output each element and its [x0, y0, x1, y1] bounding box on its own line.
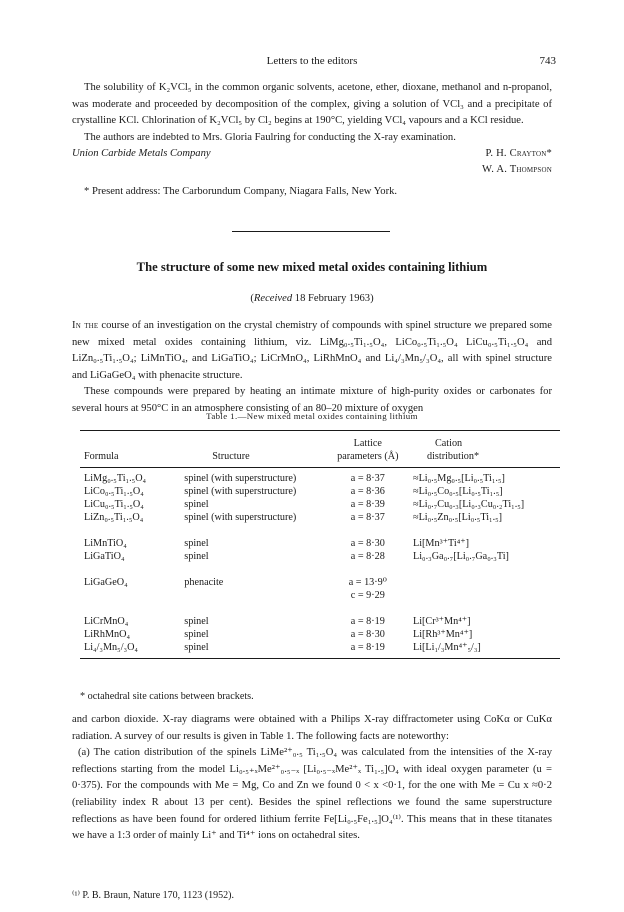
preparation-paragraph: These compounds were prepared by heating an intimate mixture of high-purity oxides or carbonates for several hours at 950°C in an atmosphere consisting of an 80–20 mixture of oxygen	[72, 386, 552, 414]
lattice-cell: a = 8·37	[350, 473, 385, 484]
lattice-cell: c = 9·29	[350, 590, 385, 601]
formula-cell: LiRhMnO₄	[84, 629, 131, 640]
cation-cell: ≈Li₀.₅Co₀.₅[Li₀.₅Ti₁.₅]	[412, 486, 503, 497]
cation-distribution-paragraph: (a) The cation distribution of the spinels LiMe²⁺₀.₅ Ti₁.₅O₄ was calculated from the intensities of the X-ray reflections starting from the model Li₀.₅₊ₓMe²⁺₀.₅₋ₓ [Li₀.₅₋ₓMe²⁺ₓ Ti₁.₅]O₄ with ideal oxygen parameter (u = 0·375). For the compounds with Me = Mg, Co and Zn we found 0 < x <0·1, for the one with Me = Cu x ≈0·2 (reliability index R about 13 per cent). Besides the spinel reflections we found the same superstructure reflections as have been found for ordered lithium ferrite Fe[Li₀.₅Fe₁.₅]O₄⁽¹⁾. This means that in these titanates we have a 1:3 order of mainly Li⁺ and Ti⁴⁺ ions on octahedral sites.	[72, 747, 552, 842]
table-row	[80, 550, 560, 563]
running-title: Letters to the editors	[266, 55, 358, 67]
article-title: The structure of some new mixed metal oxides containing lithium	[136, 260, 488, 274]
structure-cell: phenacite	[184, 577, 224, 588]
affiliation: Union Carbide Metals Company	[72, 148, 211, 159]
formula-cell: LiGaGeO₄	[84, 577, 128, 588]
table-row	[80, 485, 560, 498]
structure-cell: spinel	[184, 551, 209, 562]
cation-cell: ≈Li₀.₇Cu₀.₃[Li₀.₃Cu₀.₂Ti₁.₅]	[412, 499, 525, 510]
lattice-cell: a = 8·30	[350, 629, 385, 640]
author-name: P. H. Crayton*	[485, 148, 552, 159]
table-footnote: * octahedral site cations between brackets.	[80, 691, 254, 702]
formula-cell: LiCo₀.₅Ti₁.₅O₄	[84, 486, 144, 497]
structure-cell: spinel	[184, 538, 209, 549]
structure-cell: spinel	[184, 616, 209, 627]
cation-cell: Li[Cr³⁺Mn⁴⁺]	[412, 616, 471, 627]
article-introduction	[72, 318, 552, 418]
table-row	[80, 628, 560, 641]
cation-cell	[409, 576, 560, 589]
formula-cell: LiCrMnO₄	[84, 616, 129, 627]
received-date-line: (Received 18 February 1963)	[250, 293, 374, 304]
table-row	[80, 615, 560, 628]
lattice-cell: a = 8·19	[350, 616, 385, 627]
structure-cell: spinel (with superstructure)	[184, 486, 297, 497]
cation-cell: Li[Rh³⁺Mn⁴⁺]	[412, 629, 473, 640]
lattice-cell: a = 8·37	[350, 512, 385, 523]
structure-cell: spinel	[184, 629, 209, 640]
header-structure: Structure	[212, 451, 250, 462]
table-bottom-rule	[80, 658, 560, 659]
structure-cell: spinel (with superstructure)	[184, 473, 297, 484]
methods-paragraph: and carbon dioxide. X-ray diagrams were obtained with a Philips X-ray diffractometer using CoKα or CuKα radiation. A survey of our results is given in Table 1. The following facts are noteworthy:	[72, 714, 552, 742]
structure-cell: spinel	[184, 642, 209, 653]
lattice-cell: a = 8·30	[350, 538, 385, 549]
article-results	[72, 712, 552, 845]
cation-cell: Li₀.₃Ga₀.₇[Li₀.₇Ga₀.₃Ti]	[412, 551, 509, 562]
table-caption: Table 1.—New mixed metal oxides containing lithium	[206, 411, 418, 421]
table-row	[80, 472, 560, 485]
cation-cell: Li[Li₁/₃Mn⁴⁺₅/₃]	[412, 642, 481, 653]
structure-cell: spinel	[184, 499, 209, 510]
lattice-cell: a = 8·36	[350, 486, 385, 497]
header-formula: Formula	[84, 451, 119, 462]
intro-paragraph	[72, 318, 552, 384]
cation-cell	[409, 589, 560, 602]
cation-cell: ≈Li₀.₅Mg₀.₅[Li₀.₅Ti₁.₅]	[412, 473, 505, 484]
article-separator-rule	[232, 231, 390, 232]
previous-letter-paragraph: The solubility of K₂VCl₅ in the common organic solvents, acetone, ether, dioxane, methanol and n-propanol, was moderate and proceeded by decomposition of the complex, giving a solution of VCl₃ and a precipitate of crystalline KCl. Chlorination of K₂VCl₅ by Cl₂ begins at 190°C, yielding VCl₄ vapours and a KCl residue.	[72, 82, 552, 127]
table-row	[80, 511, 560, 524]
header-cation-line1: Cation	[434, 438, 463, 449]
cation-cell: Li[Mn³⁺Ti⁴⁺]	[412, 538, 470, 549]
header-lattice-line1: Lattice	[353, 438, 382, 449]
received-date: 18 February 1963	[294, 293, 371, 304]
header-cation-line2: distribution*	[426, 451, 480, 462]
intro-lead-words: In the	[72, 320, 99, 331]
table-row	[80, 498, 560, 511]
intro-text: course of an investigation on the crystal chemistry of compounds with spinel structure we prepared some new mixed metal oxides containing lithium, viz. LiMg₀.₅Ti₁.₅O₄, LiCo₀.₅Ti₁.₅O₄ LiCu₀.₅Ti₁.₅O₄ and LiZn₀.₅Ti₁.₅O₄; LiMnTiO₄, and LiGaTiO₄; LiCrMnO₄, LiRhMnO₄ and Li₄/₃Mn₅/₃O₄, all with spinel structure and LiGaGeO₄ with phenacite structure.	[72, 320, 552, 381]
reference: ⁽¹⁾ P. B. Braun, Nature 170, 1123 (1952).	[72, 890, 234, 901]
table-row	[80, 641, 560, 654]
formula-cell: LiGaTiO₄	[84, 551, 125, 562]
lattice-cell: a = 8·19	[350, 642, 385, 653]
lattice-cell: a = 8·39	[350, 499, 385, 510]
header-lattice-line2: parameters (Å)	[337, 451, 399, 462]
table-body	[80, 472, 560, 659]
author-name: W. A. Thompson	[482, 164, 552, 175]
oxide-table	[80, 430, 560, 659]
formula-cell	[80, 589, 184, 602]
lattice-cell: a = 13·9⁰	[348, 577, 387, 588]
formula-cell: LiZn₀.₅Ti₁.₅O₄	[84, 512, 144, 523]
formula-cell: Li₄/₃Mn₅/₃O₄	[84, 642, 138, 653]
signature-block	[72, 146, 552, 178]
cation-cell: ≈Li₀.₅Zn₀.₅[Li₀.₅Ti₁.₅]	[412, 512, 503, 523]
previous-letter-footnote: * Present address: The Carborundum Company, Niagara Falls, New York.	[84, 186, 398, 197]
structure-cell	[184, 589, 326, 602]
table-row	[80, 537, 560, 550]
formula-cell: LiCu₀.₅Ti₁.₅O₄	[84, 499, 144, 510]
table-row	[80, 589, 560, 602]
structure-cell: spinel (with superstructure)	[184, 512, 297, 523]
formula-cell: LiMg₀.₅Ti₁.₅O₄	[84, 473, 147, 484]
lattice-cell: a = 8·28	[350, 551, 385, 562]
table-row	[80, 576, 560, 589]
previous-letter	[72, 80, 552, 146]
received-label: Received	[253, 293, 293, 304]
acknowledgement-paragraph: The authors are indebted to Mrs. Gloria Faulring for conducting the X-ray examination.	[84, 131, 456, 143]
page-number: 743	[539, 55, 556, 67]
formula-cell: LiMnTiO₄	[84, 538, 127, 549]
